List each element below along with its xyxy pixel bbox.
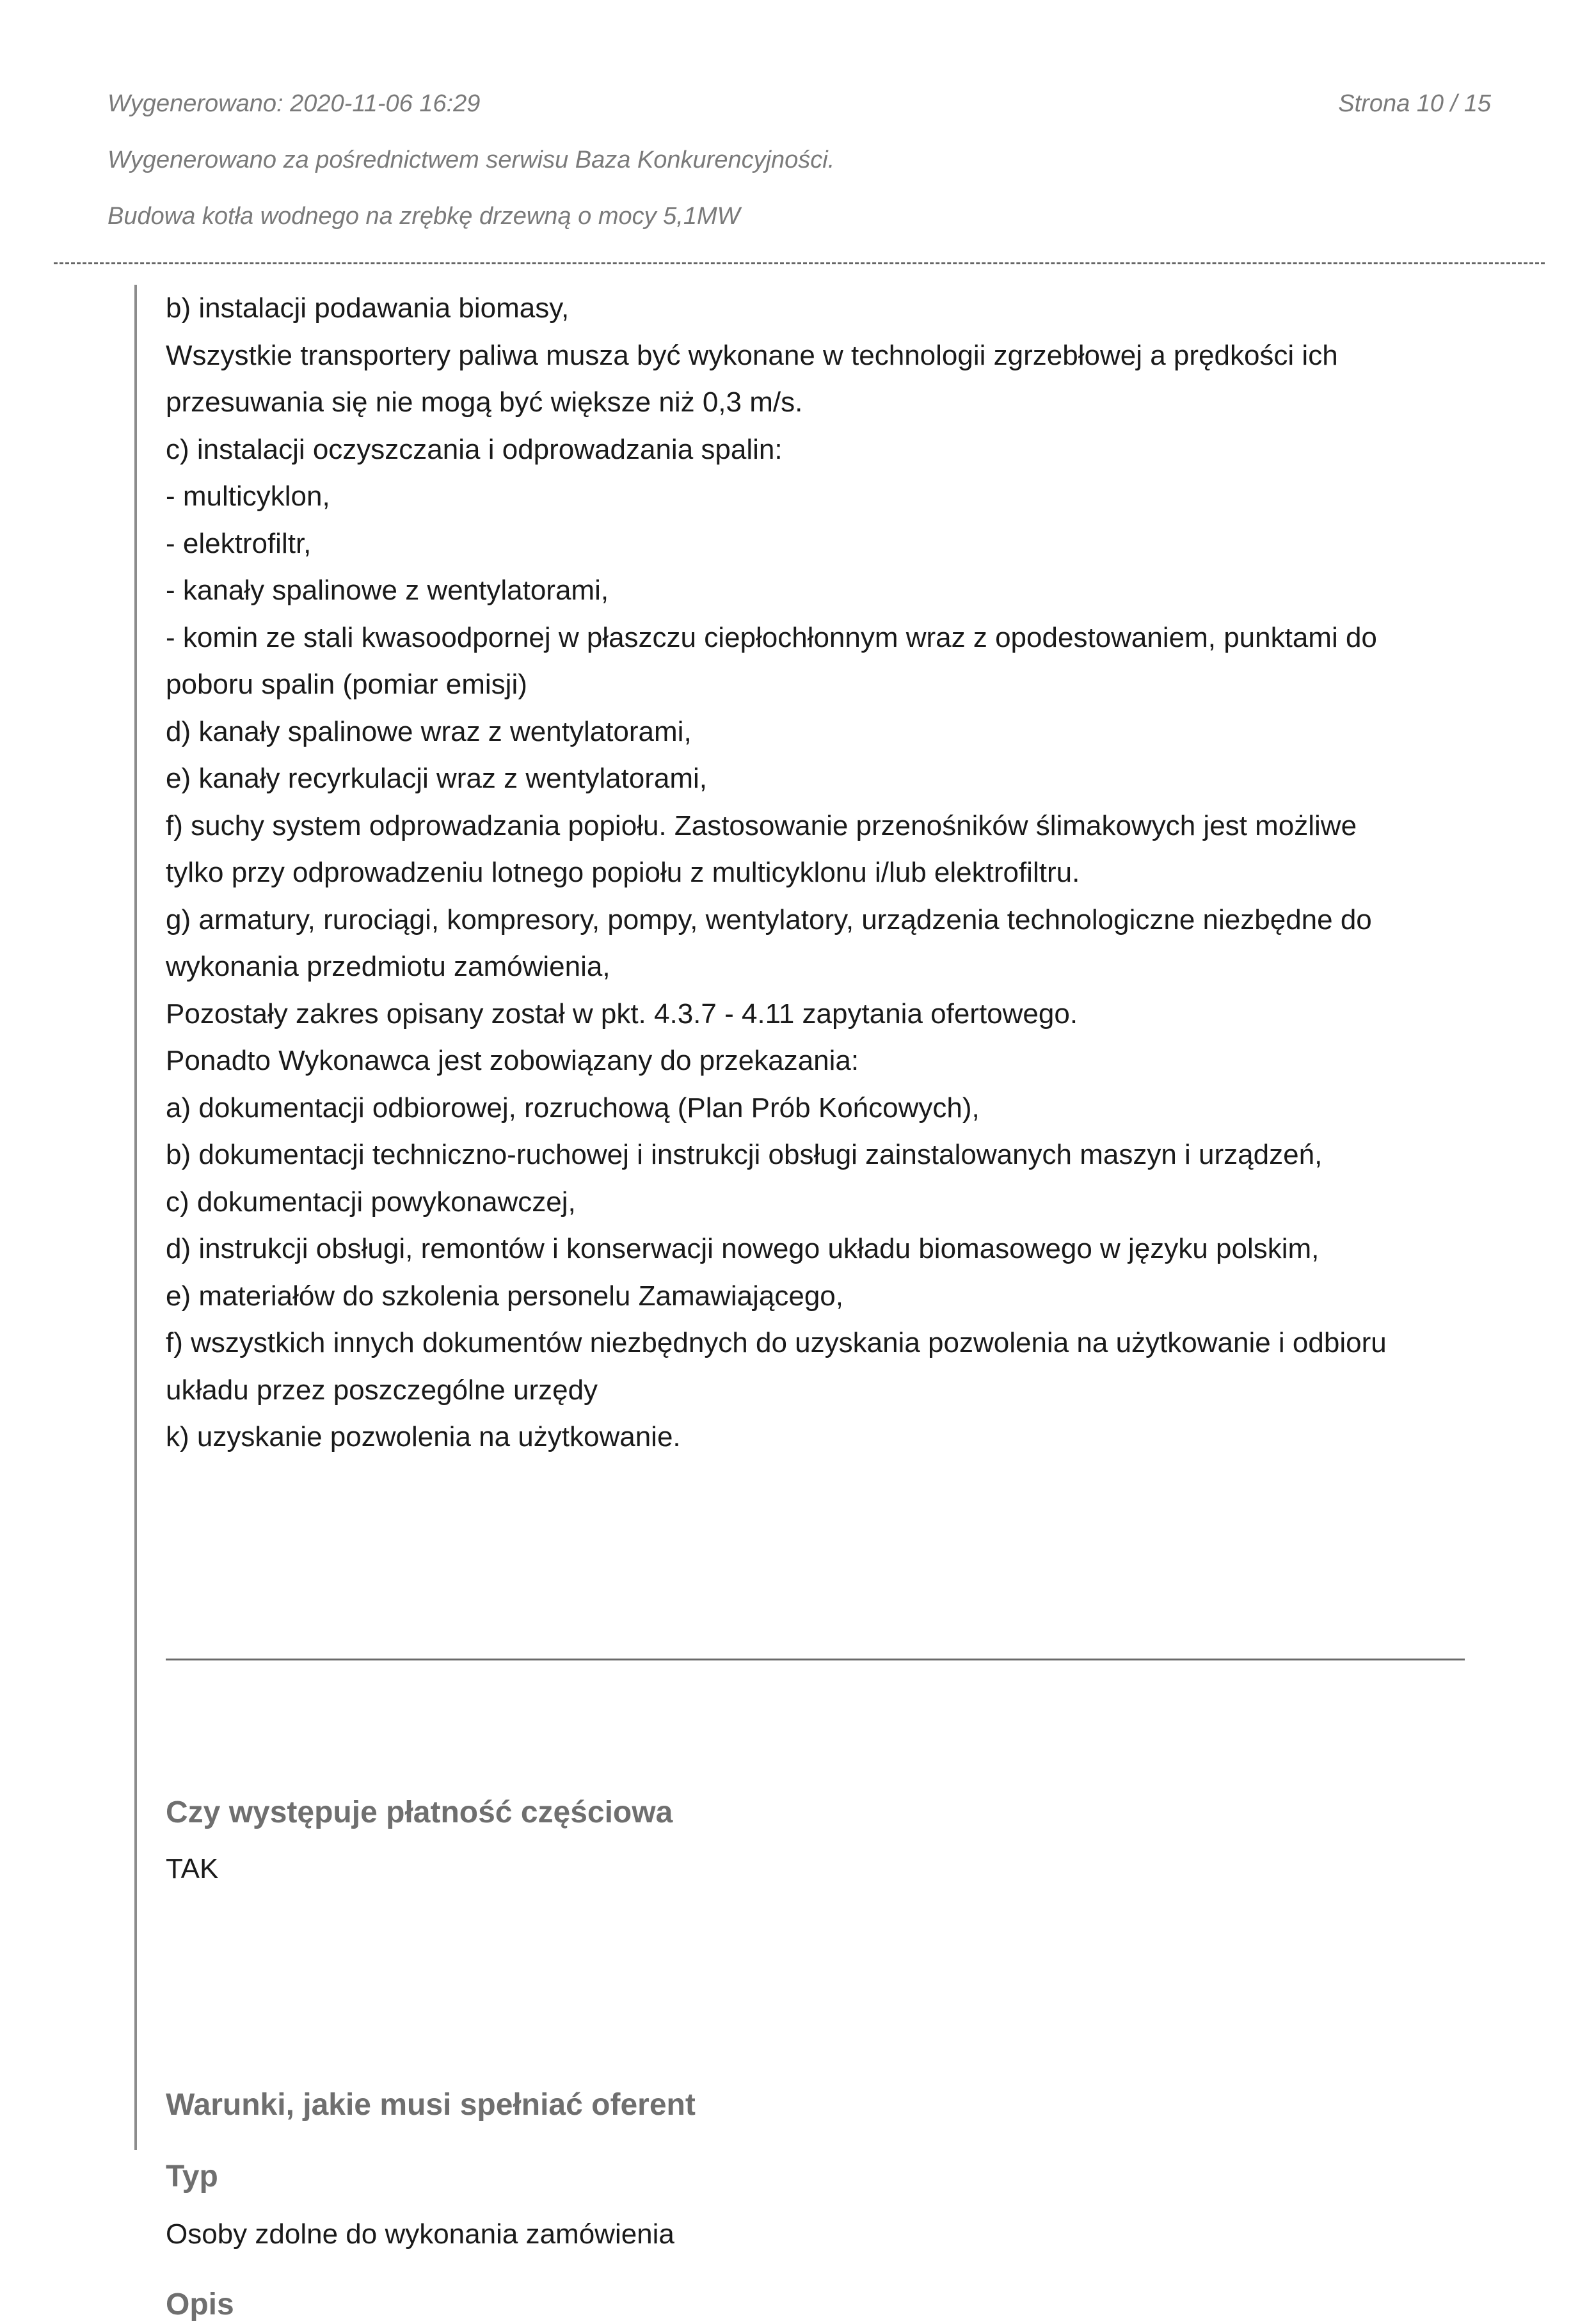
partial-payment-value: TAK (166, 1853, 219, 1884)
description-line: - multicyklon, (166, 481, 330, 512)
description-line: Ponadto Wykonawca jest zobowiązany do przekazania: (166, 1045, 859, 1076)
header-row-generated (108, 90, 1491, 118)
section-divider (166, 1659, 1465, 1660)
description-line: Pozostały zakres opisany został w pkt. 4.3.7 - 4.11 zapytania ofertowego. (166, 998, 1078, 1030)
type-label: Typ (166, 2160, 218, 2193)
description-line: e) materiałów do szkolenia personelu Zamawiającego, (166, 1280, 843, 1312)
content-section (134, 285, 1494, 2321)
description-line: poboru spalin (pomiar emisji) (166, 669, 527, 700)
description-text (166, 285, 1465, 1461)
header-divider (54, 262, 1545, 264)
description-line: c) instalacji oczyszczania i odprowadzania spalin: (166, 433, 783, 465)
description-line: a) dokumentacji odbiorowej, rozruchową (Plan Prób Końcowych), (166, 1092, 980, 1124)
description-line: układu przez poszczególne urzędy (166, 1374, 598, 1406)
source-note: Wygenerowano za pośrednictwem serwisu Baza Konkurencyjności. (108, 147, 835, 173)
description-line: przesuwania się nie mogą być większe niż 0,3 m/s. (166, 386, 803, 418)
description-line: d) kanały spalinowe wraz z wentylatorami, (166, 715, 692, 747)
type-value: Osoby zdolne do wykonania zamówienia (166, 2218, 674, 2250)
description-line: - komin ze stali kwasoodpornej w płaszczu ciepłochłonnym wraz z opodestowaniem, punktami do (166, 621, 1377, 653)
page-number: Strona 10 / 15 (1338, 90, 1491, 117)
description-line: k) uzyskanie pozwolenia na użytkowanie. (166, 1421, 681, 1452)
description-line: wykonania przedmiotu zamówienia, (166, 951, 610, 982)
description-line: d) instrukcji obsługi, remontów i konserwacji nowego układu biomasowego w języku polskim, (166, 1233, 1320, 1264)
description-line: - elektrofiltr, (166, 527, 312, 559)
description-line: - kanały spalinowe z wentylatorami, (166, 575, 609, 606)
partial-payment-label: Czy występuje płatność częściowa (166, 1795, 673, 1829)
description-line: b) instalacji podawania biomasy, (166, 292, 570, 324)
description-line: b) dokumentacji techniczno-ruchowej i instrukcji obsługi zainstalowanych maszyn i urządzeń, (166, 1139, 1323, 1170)
content-inner (166, 285, 1465, 2321)
description-line: f) wszystkich innych dokumentów niezbędnych do uzyskania pozwolenia na użytkowanie i odbioru (166, 1327, 1387, 1358)
document-title: Budowa kotła wodnego na zrębkę drzewną o mocy 5,1MW (108, 203, 740, 230)
description-line: f) suchy system odprowadzania popiołu. Zastosowanie przenośników ślimakowych jest możliwe (166, 809, 1357, 841)
description-line: tylko przy odprowadzeniu lotnego popiołu z multicyklonu i/lub elektrofiltru. (166, 857, 1080, 888)
conditions-heading: Warunki, jakie musi spełniać oferent (166, 2088, 696, 2122)
description-line: Wszystkie transportery paliwa musza być wykonane w technologii zgrzebłowej a prędkości ich (166, 339, 1338, 371)
description-line: e) kanały recyrkulacji wraz z wentylatorami, (166, 763, 708, 794)
description-label: Opis (166, 2288, 234, 2321)
description-line: g) armatury, rurociągi, kompresory, pompy, wentylatory, urządzenia technologiczne niezbędne do (166, 903, 1372, 935)
description-line: c) dokumentacji powykonawczej, (166, 1186, 576, 1218)
generated-timestamp: Wygenerowano: 2020-11-06 16:29 (108, 90, 481, 117)
